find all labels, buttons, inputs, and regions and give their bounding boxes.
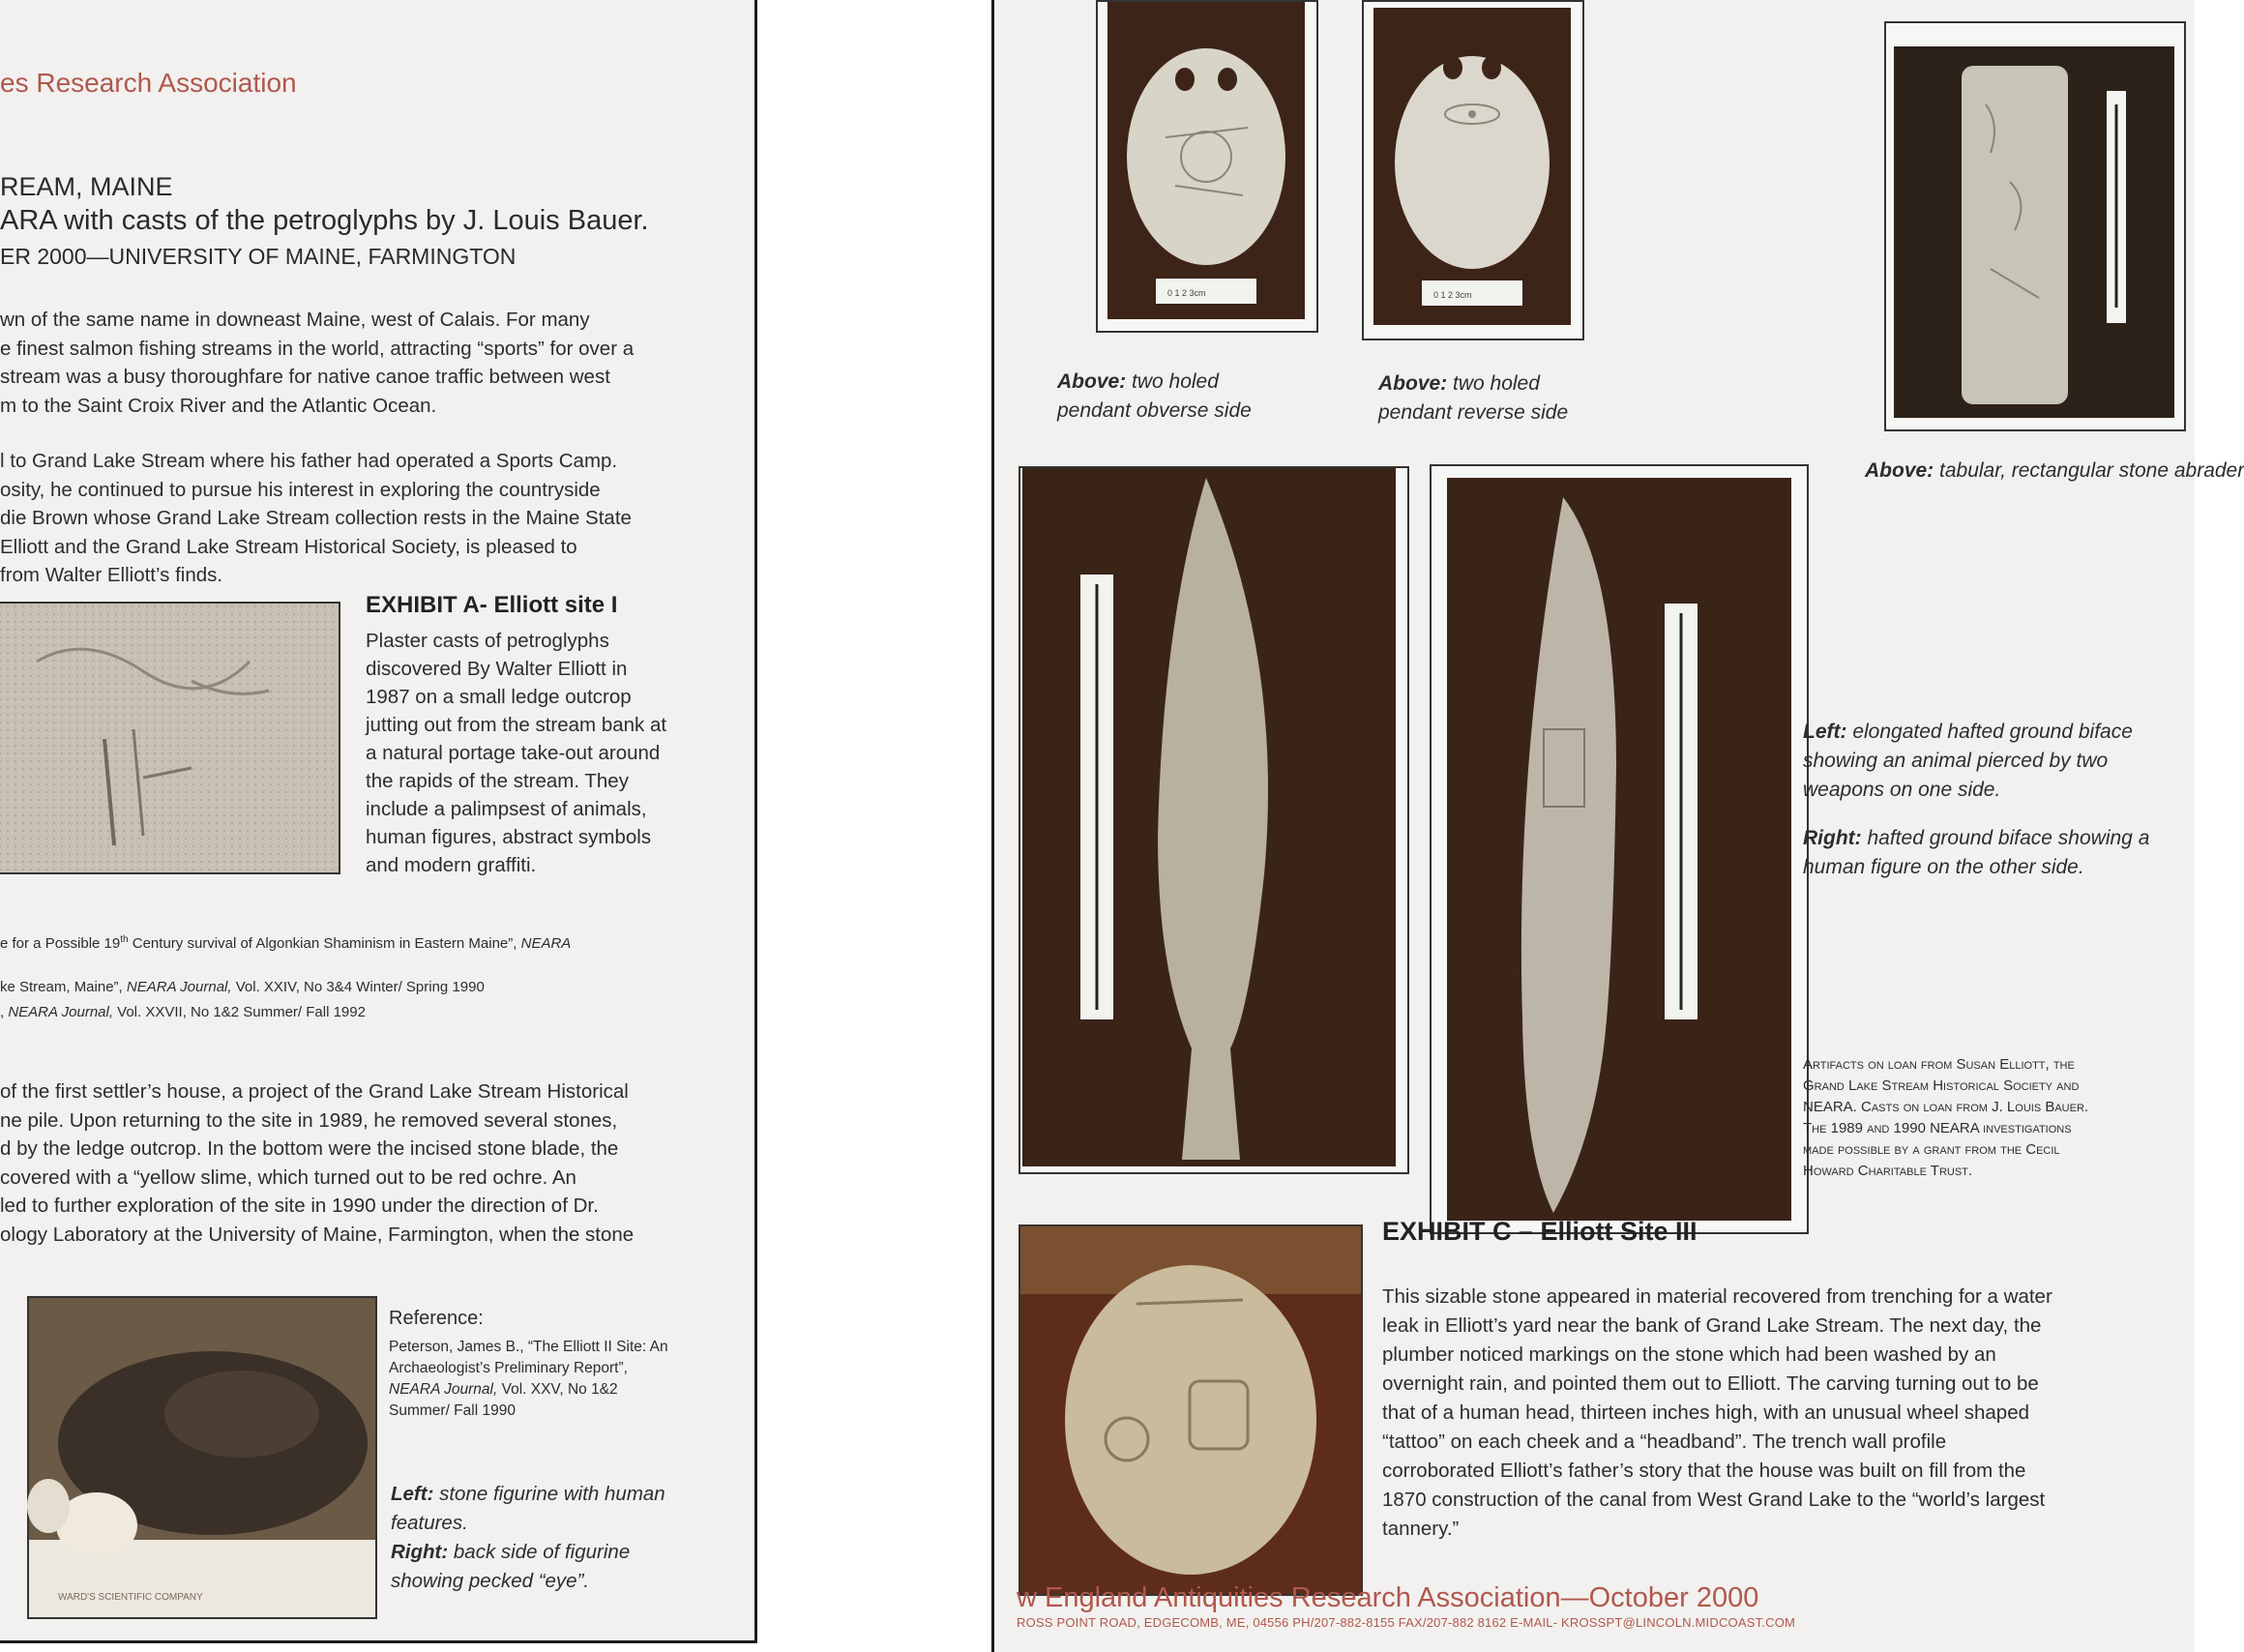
reference-line: Archaeologist’s Preliminary Report”, bbox=[389, 1360, 628, 1376]
reference-line-1 bbox=[0, 934, 571, 952]
loan-note-line: made possible by a grant from the Cecil bbox=[1803, 1141, 2060, 1158]
figurine-caption-right bbox=[391, 1538, 665, 1567]
caption-obverse-text-2: pendant obverse side bbox=[1057, 399, 1252, 422]
pendant-obverse-photo bbox=[1107, 2, 1305, 319]
exhibit-a-line: human figures, abstract symbols bbox=[366, 826, 652, 848]
exhibit-a-title: EXHIBIT A- Elliott site I bbox=[366, 592, 618, 618]
ref2-rest: Vol. XXIV, No 3&4 Winter/ Spring 1990 bbox=[231, 979, 485, 995]
abrader-frame bbox=[1884, 21, 2186, 431]
caption-reverse-text: two holed bbox=[1447, 372, 1540, 395]
caption-right-biface bbox=[1803, 824, 2149, 882]
ref2-text: ke Stream, Maine”, bbox=[0, 979, 127, 995]
stone-line: ne pile. Upon returning to the site in 1989, he removed several stones, bbox=[0, 1108, 618, 1132]
intro-paragraph bbox=[0, 306, 634, 420]
exhibit-c-line: This sizable stone appeared in material recovered from trenching for a water bbox=[1382, 1285, 2052, 1308]
left-page bbox=[0, 0, 757, 1643]
stone-paragraph bbox=[0, 1077, 634, 1249]
ref1-superscript: th bbox=[120, 934, 129, 945]
caption-pendant-reverse bbox=[1378, 369, 1568, 428]
stone-line: covered with a “yellow slime, which turned out to be red ochre. An bbox=[0, 1165, 576, 1189]
exhibit-c-line: overnight rain, and pointed them out to Elliott. The carving turning out to be bbox=[1382, 1372, 2039, 1395]
right-page bbox=[991, 0, 2244, 1652]
reference-line bbox=[389, 1379, 668, 1401]
ref3-rest: Vol. XXVII, No 1&2 Summer/ Fall 1992 bbox=[113, 1004, 366, 1020]
caption-abrader-text: tabular, rectangular stone abrader bbox=[1934, 459, 2244, 482]
caption-abrader-label: Above: bbox=[1865, 459, 1934, 482]
caption-abrader bbox=[1865, 457, 2244, 486]
caption-reverse-label: Above: bbox=[1378, 372, 1448, 395]
ref1-text: e for a Possible 19 bbox=[0, 935, 121, 952]
abrader-photo bbox=[1894, 46, 2174, 418]
intro-line: wn of the same name in downeast Maine, west of Calais. For many bbox=[0, 309, 590, 331]
exhibit-a-line: 1987 on a small ledge outcrop bbox=[366, 686, 632, 708]
exhibit-a-line: the rapids of the stream. They bbox=[366, 770, 629, 792]
pendant-reverse-frame bbox=[1362, 0, 1584, 340]
figurine-photo-label: WARD'S SCIENTIFIC COMPANY bbox=[58, 1592, 203, 1603]
caption-left-biface-label: Left: bbox=[1803, 721, 1847, 743]
footer-address: ROSS POINT ROAD, EDGECOMB, ME, 04556 PH/207-882-8155 FAX/207-882 8162 E-MAIL- KROSSPT@LINCOLN.MIDCOAST.COM bbox=[1017, 1615, 1796, 1630]
biface-right-frame bbox=[1430, 464, 1809, 1234]
caption-left-biface-line: showing an animal pierced by two bbox=[1803, 750, 2109, 772]
caption-right-biface-line: human figure on the other side. bbox=[1803, 856, 2084, 878]
ref2-journal: NEARA Journal, bbox=[126, 979, 232, 995]
caption-right-biface-label: Right: bbox=[1803, 827, 1862, 849]
pendant-obverse-frame bbox=[1096, 0, 1318, 333]
stone-figurine-photo bbox=[27, 1296, 377, 1619]
stone-line: led to further exploration of the site in 1990 under the direction of Dr. bbox=[0, 1195, 599, 1217]
exhibit-c-line: tannery.” bbox=[1382, 1518, 1460, 1540]
reference-line: Summer/ Fall 1990 bbox=[389, 1402, 516, 1419]
stone-line: of the first settler’s house, a project of the Grand Lake Stream Historical bbox=[0, 1080, 629, 1103]
loan-note-line: Artifacts on loan from Susan Elliott, the bbox=[1803, 1056, 2075, 1073]
caption-left-biface-line: elongated hafted ground biface bbox=[1846, 721, 2133, 743]
loan-note bbox=[1803, 1054, 2088, 1182]
exhibit-c-line: leak in Elliott’s yard near the bank of Grand Lake Stream. The next day, the bbox=[1382, 1314, 2042, 1337]
loan-note-line: The 1989 and 1990 NEARA investigations bbox=[1803, 1120, 2072, 1136]
caption-left-text: stone figurine with human bbox=[433, 1483, 665, 1505]
stone-line: d by the ledge outcrop. In the bottom were the incised stone blade, the bbox=[0, 1137, 619, 1160]
loan-note-line: Howard Charitable Trust. bbox=[1803, 1163, 1973, 1179]
document-date-line: ER 2000—UNIVERSITY OF MAINE, FARMINGTON bbox=[0, 244, 517, 269]
caption-left-label: Left: bbox=[391, 1483, 434, 1505]
footer-title: w England Antiquities Research Association—October 2000 bbox=[1017, 1582, 1759, 1613]
history-paragraph bbox=[0, 447, 632, 590]
intro-line: m to the Saint Croix River and the Atlantic Ocean. bbox=[0, 394, 437, 417]
exhibit-c-title: EXHIBIT C – Elliott Site III bbox=[1382, 1217, 1698, 1246]
biface-right-photo bbox=[1447, 478, 1791, 1221]
caption-left-biface-line: weapons on one side. bbox=[1803, 779, 2001, 801]
loan-note-line: NEARA. Casts on loan from J. Louis Bauer. bbox=[1803, 1099, 2089, 1115]
exhibit-a-body bbox=[366, 627, 666, 879]
figurine-caption-right-2: showing pecked “eye”. bbox=[391, 1570, 590, 1592]
caption-reverse-text-2: pendant reverse side bbox=[1378, 401, 1569, 424]
exhibit-a-line: jutting out from the stream bank at bbox=[366, 714, 667, 736]
reference-journal: NEARA Journal, bbox=[389, 1381, 498, 1398]
exhibit-a-line: include a palimpsest of animals, bbox=[366, 798, 647, 820]
exhibit-c-stone-head-photo bbox=[1019, 1224, 1363, 1596]
ref3-journal: NEARA Journal, bbox=[8, 1004, 113, 1020]
exhibit-c-line: plumber noticed markings on the stone which had been washed by an bbox=[1382, 1343, 1996, 1366]
ref3-text: , bbox=[0, 1004, 9, 1020]
caption-right-label: Right: bbox=[391, 1541, 449, 1563]
exhibit-a-line: and modern graffiti. bbox=[366, 854, 537, 876]
petroglyph-cast-photo bbox=[0, 602, 340, 874]
exhibit-a-line: a natural portage take-out around bbox=[366, 742, 661, 764]
caption-pendant-obverse bbox=[1057, 368, 1252, 426]
stone-line: ology Laboratory at the University of Maine, Farmington, when the stone bbox=[0, 1223, 635, 1246]
document-subtitle: ARA with casts of the petroglyphs by J. Louis Bauer. bbox=[0, 205, 649, 236]
ref1-journal: NEARA bbox=[520, 935, 572, 952]
figurine-caption-left-2: features. bbox=[391, 1512, 468, 1534]
exhibit-a-line: Plaster casts of petroglyphs bbox=[366, 630, 609, 652]
caption-right-biface-line: hafted ground biface showing a bbox=[1861, 827, 2150, 849]
pendant-reverse-scale: 0 1 2 3cm bbox=[1433, 290, 1472, 300]
exhibit-c-line: “tattoo” on each cheek and a “headband”. The trench wall profile bbox=[1382, 1431, 1947, 1453]
caption-right-text: back side of figurine bbox=[448, 1541, 631, 1563]
ref1-rest: Century survival of Algonkian Shaminism in Eastern Maine”, bbox=[128, 935, 521, 952]
caption-obverse-text: two holed bbox=[1126, 370, 1219, 393]
history-line: Elliott and the Grand Lake Stream Historical Society, is pleased to bbox=[0, 535, 577, 558]
history-line: osity, he continued to pursue his interest in exploring the countryside bbox=[0, 478, 601, 501]
history-line: from Walter Elliott’s finds. bbox=[0, 564, 223, 586]
exhibit-c-body bbox=[1382, 1283, 2052, 1544]
document-heading: REAM, MAINE bbox=[0, 172, 173, 201]
reference-body bbox=[389, 1337, 668, 1422]
history-line: l to Grand Lake Stream where his father had operated a Sports Camp. bbox=[0, 450, 618, 472]
figurine-caption-left bbox=[391, 1480, 665, 1509]
caption-obverse-label: Above: bbox=[1057, 370, 1127, 393]
loan-note-line: Grand Lake Stream Historical Society and bbox=[1803, 1077, 2080, 1094]
reference-line: Peterson, James B., “The Elliott II Site: An bbox=[389, 1339, 668, 1355]
exhibit-c-line: 1870 construction of the canal from West Grand Lake to the “world’s largest bbox=[1382, 1489, 2046, 1511]
reference-line-2 bbox=[0, 979, 485, 995]
reference-volume: Vol. XXV, No 1&2 bbox=[501, 1381, 618, 1398]
exhibit-c-line: that of a human head, thirteen inches high, with an unusual wheel shaped bbox=[1382, 1401, 2029, 1424]
exhibit-c-line: corroborated Elliott’s father’s story that the house was built on fill from the bbox=[1382, 1460, 2026, 1482]
pendant-reverse-photo bbox=[1373, 8, 1571, 325]
caption-left-biface bbox=[1803, 718, 2133, 805]
intro-line: e finest salmon fishing streams in the world, attracting “sports” for over a bbox=[0, 337, 635, 360]
biface-left-photo bbox=[1022, 468, 1396, 1166]
exhibit-a-line: discovered By Walter Elliott in bbox=[366, 658, 628, 680]
reference-label: Reference: bbox=[389, 1308, 484, 1329]
biface-left-frame bbox=[1019, 466, 1409, 1174]
pendant-obverse-scale: 0 1 2 3cm bbox=[1167, 288, 1206, 298]
association-title: es Research Association bbox=[0, 68, 297, 98]
figurine-caption bbox=[391, 1480, 665, 1596]
intro-line: stream was a busy thoroughfare for native canoe traffic between west bbox=[0, 366, 610, 388]
history-line: die Brown whose Grand Lake Stream collection rests in the Maine State bbox=[0, 507, 632, 529]
reference-line-3 bbox=[0, 1004, 366, 1020]
